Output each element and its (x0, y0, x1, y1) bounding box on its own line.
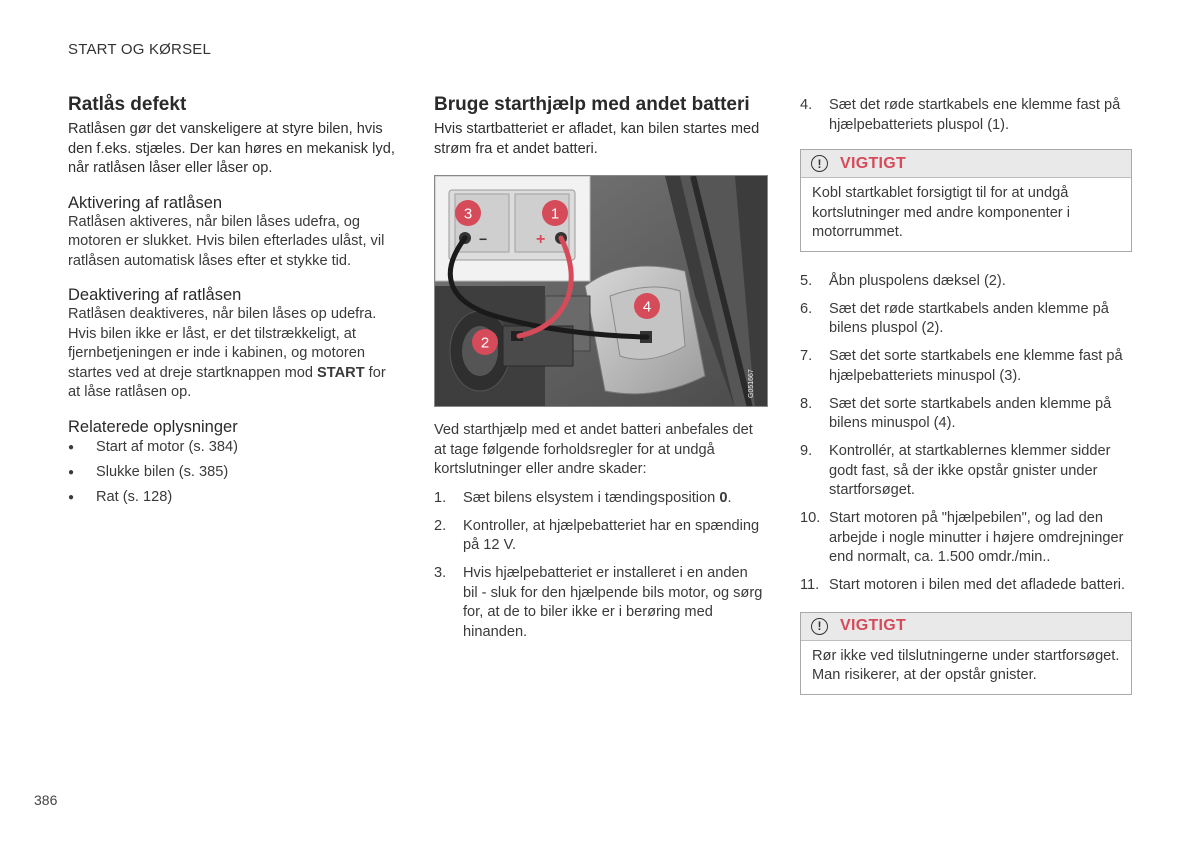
step-text: Sæt det sorte startkabels anden klemme på bilens minuspol (4). (829, 395, 1112, 431)
warning-text: Rør ikke ved tilslutningerne under startforsøget. Man risikerer, at der opstår gnister. (812, 647, 1120, 683)
step-text: Hvis hjælpebatteriet er installeret i en anden bil - sluk for den hjælpende bils motor, og sørg for, at de to biler ikke er i berøring med hinanden. (463, 565, 763, 640)
step-text: Start motoren i bilen med det afladede batteri. (829, 577, 1126, 593)
warning-text: Kobl startkablet forsigtigt til for at undgå kortslutninger med andre komponenter i motorrummet. (812, 185, 1070, 240)
step-number: 1. (434, 489, 447, 506)
warning-title: VIGTIGT (840, 617, 907, 634)
warning-box (800, 149, 1132, 252)
page-number: 386 (34, 792, 58, 808)
step-text-suffix: . (727, 489, 732, 506)
step-number: 6. (800, 300, 813, 317)
step-number: 2. (434, 517, 447, 534)
step-item (434, 564, 766, 642)
subheading-activation: Aktivering af ratlåsen (68, 193, 223, 212)
related-link[interactable]: ● Start af motor (s. 384) (68, 438, 398, 458)
callout-3: 3 (463, 205, 473, 223)
subheading-related: Relaterede oplysninger (68, 417, 238, 436)
subheading-deactivation: Deaktivering af ratlåsen (68, 286, 242, 304)
engine-bay-illustration (434, 175, 768, 407)
step-item (800, 300, 1132, 339)
step-number: 5. (800, 272, 813, 289)
step-text: Åbn pluspolens dæksel (2). (829, 272, 1006, 289)
step-item (434, 517, 766, 556)
step-text: Kontroller, at hjælpebatteriet har en spænding på 12 V. (463, 517, 760, 553)
related-link[interactable]: ● Rat (s. 128) (68, 488, 398, 508)
section-title: Ratlås defekt (68, 94, 187, 115)
section-intro: Ratlåsen gør det vanskeligere at styre bilen, hvis den f.eks. stjæles. Der kan høres en mekanisk lyd, når ratlåsen låser eller låser op. (68, 121, 395, 176)
step-text: Sæt det røde startkabels ene klemme fast på hjælpebatteriets pluspol (1). (829, 97, 1121, 133)
related-link[interactable]: ● Slukke bilen (s. 385) (68, 463, 398, 483)
step-text: Sæt bilens elsystem i tændingsposition (463, 489, 720, 506)
activation-text: Ratlåsen aktiveres, når bilen låses udefra, og motoren er slukket. Hvis bilen efterlades ulåst, vil ratlåsen automatisk låses efter et stykke tid. (68, 213, 385, 269)
section-title: Bruge starthjælp med andet batteri (434, 94, 750, 115)
warning-header (801, 150, 1131, 178)
related-links-list (68, 438, 398, 508)
step-number: 3. (434, 565, 447, 581)
figure-code: G051667 (748, 369, 755, 398)
deactivation-text (68, 305, 398, 403)
exclamation-icon: ! (811, 155, 828, 172)
deactivation-text-part: Ratlåsen deaktiveres, når bilen låses op udefra. Hvis bilen ikke er låst, er det tilstrækkeligt, at fjernbetjeningen er inde i kabinen, og motoren startes ved at dreje startknappen mod (68, 306, 377, 381)
step-number: 11. (800, 577, 820, 593)
steps-list (434, 489, 766, 643)
callout-2: 2 (480, 334, 490, 352)
step-text: Sæt det røde startkabels anden klemme på bilens pluspol (2). (829, 300, 1109, 336)
precautions-intro: Ved starthjælp med et andet batteri anbefales det at tage følgende forholdsregler for at undgå kortslutninger eller andre skader: (434, 422, 753, 477)
step-text: Sæt det sorte startkabels ene klemme fast på hjælpebatteriets minuspol (3). (829, 348, 1123, 384)
warning-title: VIGTIGT (840, 154, 907, 172)
exclamation-icon: ! (811, 618, 828, 635)
engine-bay-svg (435, 176, 768, 407)
step-text: Kontrollér, at startkablernes klemmer sidder godt fast, så der ikke opstår gnister under startforsøget. (829, 443, 1111, 498)
steps-list (800, 96, 1132, 135)
plus-symbol: + (536, 231, 546, 248)
step-item (800, 96, 1132, 135)
step-text: Start motoren på "hjælpebilen", og lad den arbejde i nogle minutter i højere omdrejninger end normalt, ca. 1.500 omdr./min.. (829, 510, 1124, 565)
running-header: START OG KØRSEL (68, 41, 212, 58)
step-number: 8. (800, 395, 813, 412)
step-number: 10. (800, 510, 821, 526)
minus-symbol: − (479, 231, 488, 247)
step-item (800, 576, 1132, 596)
column-jump-start (434, 93, 766, 651)
steps-list (800, 272, 1132, 596)
section-lead: Hvis startbatteriet er afladet, kan bilen startes med strøm fra et andet batteri. (434, 121, 760, 157)
step-item (434, 489, 766, 509)
deactivation-text-part: for at låse ratlåsen op. (68, 364, 386, 400)
step-item (800, 347, 1132, 386)
warning-header (801, 613, 1131, 641)
step-item (800, 395, 1132, 434)
callout-1: 1 (550, 205, 560, 223)
callout-4: 4 (642, 298, 652, 316)
column-jump-start-continued (800, 96, 1132, 715)
warning-box (800, 612, 1132, 695)
step-number: 4. (800, 97, 813, 113)
step-item (800, 272, 1132, 292)
start-keyword: START (317, 364, 365, 381)
ignition-position: 0 (719, 489, 728, 506)
step-item (800, 442, 1132, 501)
step-number: 9. (800, 443, 813, 459)
column-steering-lock (68, 93, 398, 513)
step-item (800, 509, 1132, 568)
step-number: 7. (800, 348, 813, 364)
